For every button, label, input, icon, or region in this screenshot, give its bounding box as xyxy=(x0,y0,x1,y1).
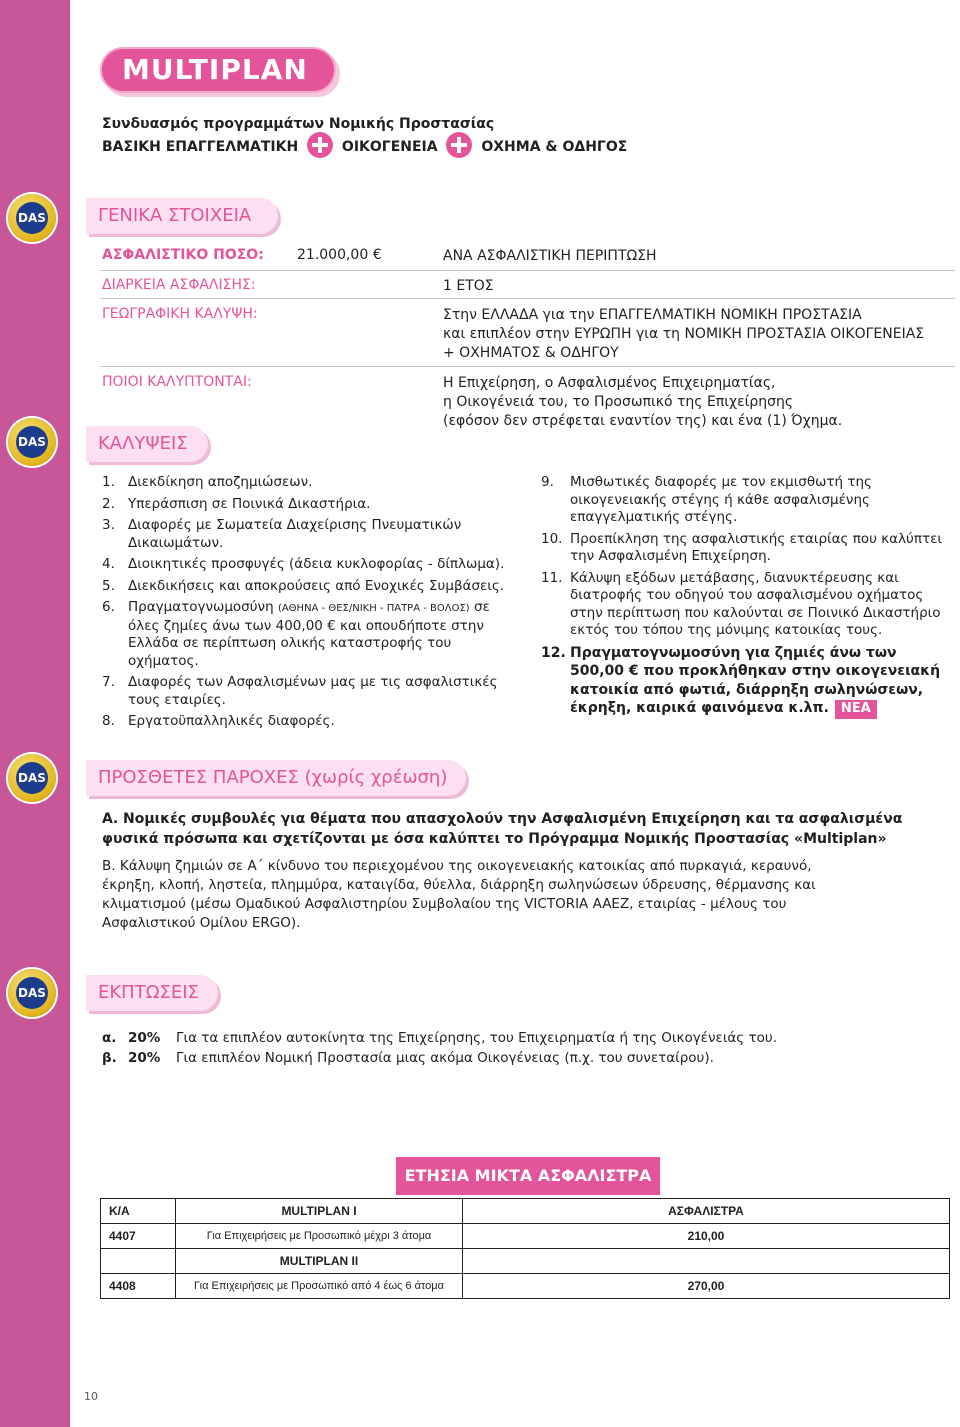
who-line: η Οικογένειά του, το Προσωπικό της Επιχείρησης xyxy=(443,394,794,410)
plus-icon xyxy=(446,132,472,158)
price-table-heading: ΕΤΗΣΙΑ ΜΙΚΤΑ ΑΣΦΑΛΙΣΤΡΑ xyxy=(396,1157,660,1195)
das-logo-text: DAS xyxy=(16,977,48,1009)
discount-row: β. 20% Για επιπλέον Νομική Προστασία μιας ακόμα Οικογένειας (π.χ. του συνεταίρου). xyxy=(102,1050,714,1066)
geo-value xyxy=(443,306,924,363)
header-premium: ΑΣΦΑΛΙΣΤΡΑ xyxy=(463,1199,950,1224)
amount-desc: ΑΝΑ ΑΣΦΑΛΙΣΤΙΚΗ ΠΕΡΙΠΤΩΣΗ xyxy=(443,248,657,264)
list-item: 10. Προεπίκληση της ασφαλιστικής εταιρίας που καλύπτει την Ασφαλισμένη Επιχείρηση. xyxy=(541,530,942,564)
list-item: 2. Υπεράσπιση σε Ποινικά Δικαστήρια. xyxy=(102,495,371,512)
list-item: 6. Πραγματογνωμοσύνη (ΑΘΗΝΑ - ΘΕΣ/ΝΙΚΗ - ΠΑΤΡΑ - ΒΟΛΟΣ) σε όλες ζημίες άνω των 400,00 € και οπουδήποτε στην Ελλάδα σε περίπτωση ολικής καταστροφής του οχήματος. xyxy=(102,599,490,669)
table-row xyxy=(101,1274,950,1299)
section-extras: ΠΡΟΣΘΕΤΕΣ ΠΑΡΟΧΕΣ (χωρίς χρέωση) xyxy=(86,760,466,796)
coverage-list-right xyxy=(541,474,946,723)
program-combination xyxy=(102,134,627,160)
table-row xyxy=(101,1224,950,1249)
geo-line: + ΟΧΗΜΑΤΟΣ & ΟΔΗΓΟΥ xyxy=(443,345,619,361)
section-discounts: ΕΚΠΤΩΣΕΙΣ xyxy=(86,975,218,1011)
table-cell: 4407 xyxy=(101,1224,176,1249)
das-logo-text: DAS xyxy=(16,426,48,458)
duration-value: 1 ΕΤΟΣ xyxy=(443,278,494,294)
list-item: 3. Διαφορές με Σωματεία Διαχείρισης Πνευματικών Δικαιωμάτων. xyxy=(102,517,462,551)
discount-row: α. 20% Για τα επιπλέον αυτοκίνητα της Επιχείρησης, του Επιχειρηματία ή της Οικογένειάς του. xyxy=(102,1030,777,1046)
list-item: 8. Εργατοϋπαλληλικές διαφορές. xyxy=(102,713,335,729)
section-coverages: ΚΑΛΥΨΕΙΣ xyxy=(86,426,208,462)
amount-label: ΑΣΦΑΛΙΣΤΙΚΟ ΠΟΣΟ: xyxy=(102,247,264,263)
subtitle-line: Συνδυασμός προγραμμάτων Νομικής Προστασίας xyxy=(102,116,495,132)
list-item: 5. Διεκδικήσεις και αποκρούσεις από Ενοχικές Συμβάσεις. xyxy=(102,577,505,594)
geo-label: ΓΕΩΓΡΑΦΙΚΗ ΚΑΛΥΨΗ: xyxy=(102,306,258,322)
das-logo-icon xyxy=(8,194,56,242)
table-cell: 4408 xyxy=(101,1274,176,1299)
who-value xyxy=(443,374,842,431)
das-logo-icon xyxy=(8,754,56,802)
table-cell: MULTIPLAN II xyxy=(176,1249,463,1274)
divider xyxy=(100,298,955,299)
list-item: 11. Κάλυψη εξόδων μετάβασης, διανυκτέρευσης και διατροφής του οδηγού του ασφαλισμένου οχήματος στην περίπτωση που καλούνται σε Ποινικό Δικαστήριο εκτός του τόπου της μόνιμης κατοικίας τους. xyxy=(541,569,941,638)
table-row xyxy=(101,1249,950,1274)
section-general: ΓΕΝΙΚΑ ΣΤΟΙΧΕΙΑ xyxy=(86,198,278,234)
page-title: MULTIPLAN xyxy=(100,47,336,93)
table-cell: 210,00 xyxy=(463,1224,950,1249)
page-number: 10 xyxy=(84,1390,98,1403)
program-vehicle: ΟΧΗΜΑ & ΟΔΗΓΟΣ xyxy=(481,139,628,155)
who-line: Η Επιχείρηση, ο Ασφαλισμένος Επιχειρηματίας, xyxy=(443,375,776,391)
das-logo-text: DAS xyxy=(16,202,48,234)
geo-line: και επιπλέον στην ΕΥΡΩΠΗ για τη ΝΟΜΙΚΗ ΠΡΟΣΤΑΣΙΑ ΟΙΚΟΓΕΝΕΙΑΣ xyxy=(443,326,925,342)
amount-value: 21.000,00 € xyxy=(297,247,382,263)
header-code: Κ/Α xyxy=(101,1199,176,1224)
das-logo-icon xyxy=(8,418,56,466)
table-cell xyxy=(101,1249,176,1274)
list-item: 9. Μισθωτικές διαφορές με τον εκμισθωτή της οικογενειακής στέγης ή κάθε ασφαλισμένης επαγγελματικής στέγης. xyxy=(541,474,872,525)
who-line: (εφόσον δεν στρέφεται εναντίον της) και ένα (1) Όχημα. xyxy=(443,413,843,429)
table-cell: 270,00 xyxy=(463,1274,950,1299)
list-item: 4. Διοικητικές προσφυγές (άδεια κυκλοφορίας - δίπλωμα). xyxy=(102,556,505,572)
list-item: 1. Διεκδίκηση αποζημιώσεων. xyxy=(102,474,313,490)
geo-line: Στην ΕΛΛΑΔΑ για την ΕΠΑΓΓΕΛΜΑΤΙΚΗ ΝΟΜΙΚΗ ΠΡΟΣΤΑΣΙΑ xyxy=(443,307,862,323)
who-label: ΠΟΙΟΙ ΚΑΛΥΠΤΟΝΤΑΙ: xyxy=(102,374,252,390)
list-item: 12. Πραγματογνωμοσύνη για ζημιές άνω των 500,00 € που προκλήθηκαν στην οικογενειακή κατοικία από φωτιά, διάρρηξη σωληνώσεων, έκρηξη, καιρικά φαινόμενα κ.λπ. ΝΕΑ xyxy=(541,644,946,719)
table-cell: Για Επιχειρήσεις με Προσωπικό από 4 έως 6 άτομα xyxy=(176,1274,463,1299)
list-item: 7. Διαφορές των Ασφαλισμένων μας με τις ασφαλιστικές τους εταιρίες. xyxy=(102,674,498,708)
coverage-list-left xyxy=(102,474,512,735)
das-logo-text: DAS xyxy=(16,762,48,794)
extras-b: Β. Κάλυψη ζημιών σε Α΄ κίνδυνο του περιεχομένου της οικογενειακής κατοικίας από πυρκαγιά, κεραυνό, έκρηξη, κλοπή, ληστεία, πλημμύρα, καταιγίδα, θύελλα, διάρρηξη σωληνώσεων ύδρευσης, θέρμανσης και κλιματισμού (μέσω Ομαδικού Ασφαλιστηρίου Συμβολαίου της VICTORIA AAEZ, εταιρίας - μέλους του Ασφαλιστικού Ομίλου ERGO). xyxy=(102,858,816,931)
extras-a: Α. Νομικές συμβουλές για θέματα που απασχολούν την Ασφαλισμένη Επιχείρηση και τα ασφαλισμένα φυσικά πρόσωπα και σχετίζονται με όσα καλύπτει το Πρόγραμμα Νομικής Προστασίας «Multiplan» xyxy=(102,811,903,847)
divider xyxy=(100,366,955,367)
table-row xyxy=(101,1199,950,1224)
das-logo-icon xyxy=(8,969,56,1017)
program-basic: ΒΑΣΙΚΗ ΕΠΑΓΓΕΛΜΑΤΙΚΗ xyxy=(102,139,299,155)
program-family: ΟΙΚΟΓΕΝΕΙΑ xyxy=(341,139,438,155)
new-badge: ΝΕΑ xyxy=(835,700,877,719)
table-cell xyxy=(463,1249,950,1274)
divider xyxy=(100,270,955,271)
plus-icon xyxy=(307,132,333,158)
duration-label: ΔΙΑΡΚΕΙΑ ΑΣΦΑΛΙΣΗΣ: xyxy=(102,277,256,293)
table-cell: Για Επιχειρήσεις με Προσωπικό μέχρι 3 άτομα xyxy=(176,1224,463,1249)
price-table xyxy=(100,1198,950,1299)
header-plan: MULTIPLAN I xyxy=(176,1199,463,1224)
